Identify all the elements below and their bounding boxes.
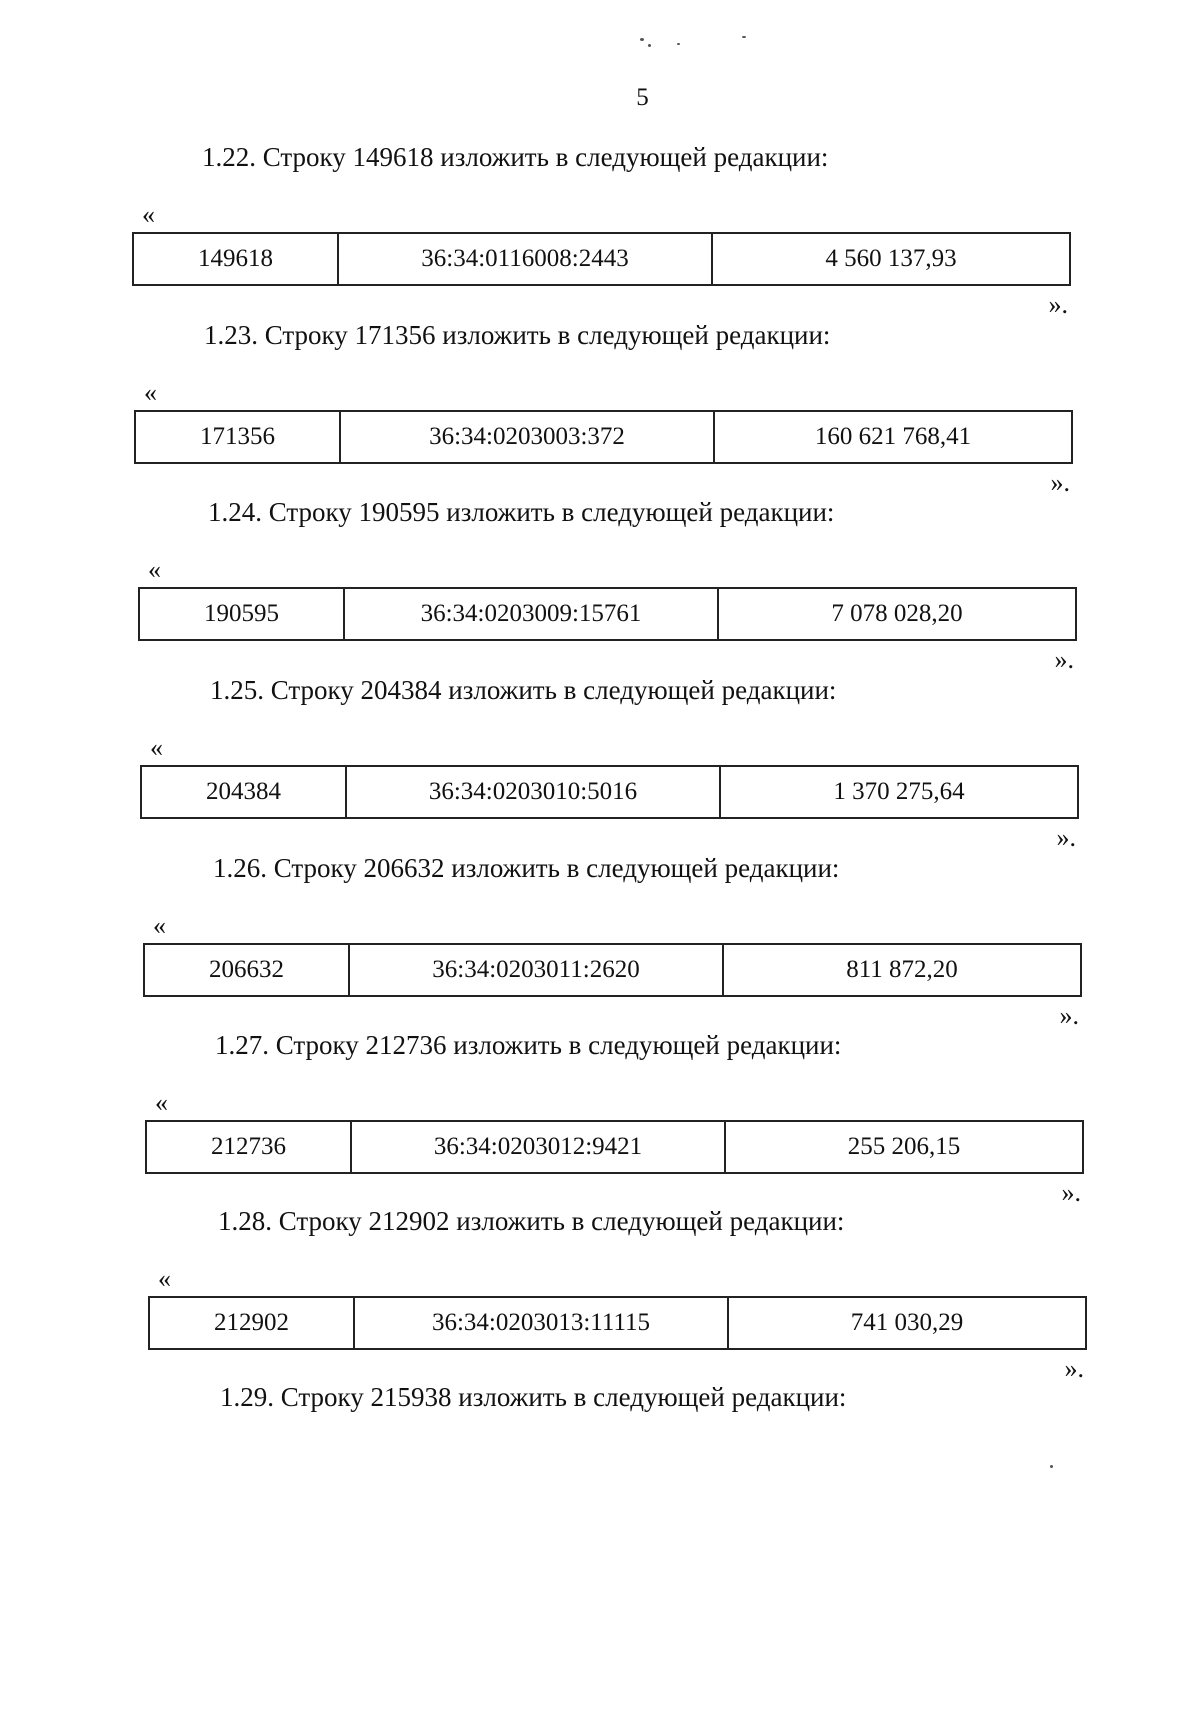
close-quote: ». <box>1059 1001 1079 1030</box>
amendment-row-table <box>132 232 1071 286</box>
table-row <box>139 588 1076 640</box>
cadastral-number-cell: 36:34:0203010:5016 <box>346 766 720 818</box>
table-row <box>149 1297 1086 1349</box>
close-quote: ». <box>1064 1354 1084 1383</box>
value-cell: 160 621 768,41 <box>714 411 1072 463</box>
amendment-instruction: 1.24. Строку 190595 изложить в следующей редакции: <box>208 497 835 527</box>
cadastral-number-cell: 36:34:0116008:2443 <box>338 233 712 285</box>
cadastral-number-cell: 36:34:0203011:2620 <box>349 944 723 996</box>
amendment-row-table <box>138 587 1077 641</box>
close-quote: ». <box>1050 468 1070 497</box>
open-quote: « <box>144 378 157 407</box>
amendment-row-table <box>143 943 1082 997</box>
amendment-row-table <box>140 765 1079 819</box>
amendment-row-table <box>145 1120 1084 1174</box>
amendment-instruction: 1.28. Строку 212902 изложить в следующей редакции: <box>218 1206 845 1236</box>
close-quote: ». <box>1048 290 1068 319</box>
open-quote: « <box>155 1088 168 1117</box>
amendment-instruction: 1.29. Строку 215938 изложить в следующей редакции: <box>220 1382 847 1412</box>
amendment-instruction: 1.27. Строку 212736 изложить в следующей редакции: <box>215 1030 842 1060</box>
value-cell: 255 206,15 <box>725 1121 1083 1173</box>
open-quote: « <box>150 733 163 762</box>
cadastral-number-cell: 36:34:0203012:9421 <box>351 1121 725 1173</box>
amendment-instruction: 1.26. Строку 206632 изложить в следующей редакции: <box>213 853 840 883</box>
table-row <box>146 1121 1083 1173</box>
row-number-cell: 212902 <box>149 1297 354 1349</box>
scan-speck <box>640 38 644 41</box>
open-quote: « <box>142 200 155 229</box>
amendment-instruction: 1.22. Строку 149618 изложить в следующей редакции: <box>202 142 829 172</box>
amendment-row-table <box>134 410 1073 464</box>
cadastral-number-cell: 36:34:0203003:372 <box>340 411 714 463</box>
close-quote: ». <box>1056 823 1076 852</box>
row-number-cell: 190595 <box>139 588 344 640</box>
value-cell: 4 560 137,93 <box>712 233 1070 285</box>
scan-speck <box>1050 1465 1053 1468</box>
row-number-cell: 206632 <box>144 944 349 996</box>
open-quote: « <box>153 911 166 940</box>
open-quote: « <box>148 555 161 584</box>
scan-speck <box>742 36 746 38</box>
page-number: 5 <box>636 84 649 111</box>
close-quote: ». <box>1054 645 1074 674</box>
amendment-row-table <box>148 1296 1087 1350</box>
scan-speck <box>677 43 680 45</box>
value-cell: 811 872,20 <box>723 944 1081 996</box>
table-row <box>133 233 1070 285</box>
table-row <box>141 766 1078 818</box>
row-number-cell: 171356 <box>135 411 340 463</box>
cadastral-number-cell: 36:34:0203009:15761 <box>344 588 718 640</box>
cadastral-number-cell: 36:34:0203013:11115 <box>354 1297 728 1349</box>
value-cell: 1 370 275,64 <box>720 766 1078 818</box>
value-cell: 7 078 028,20 <box>718 588 1076 640</box>
open-quote: « <box>158 1264 171 1293</box>
row-number-cell: 204384 <box>141 766 346 818</box>
scan-speck <box>648 44 651 47</box>
close-quote: ». <box>1061 1178 1081 1207</box>
amendment-instruction: 1.25. Строку 204384 изложить в следующей редакции: <box>210 675 837 705</box>
table-row <box>135 411 1072 463</box>
amendment-instruction: 1.23. Строку 171356 изложить в следующей редакции: <box>204 320 831 350</box>
table-row <box>144 944 1081 996</box>
value-cell: 741 030,29 <box>728 1297 1086 1349</box>
row-number-cell: 212736 <box>146 1121 351 1173</box>
row-number-cell: 149618 <box>133 233 338 285</box>
